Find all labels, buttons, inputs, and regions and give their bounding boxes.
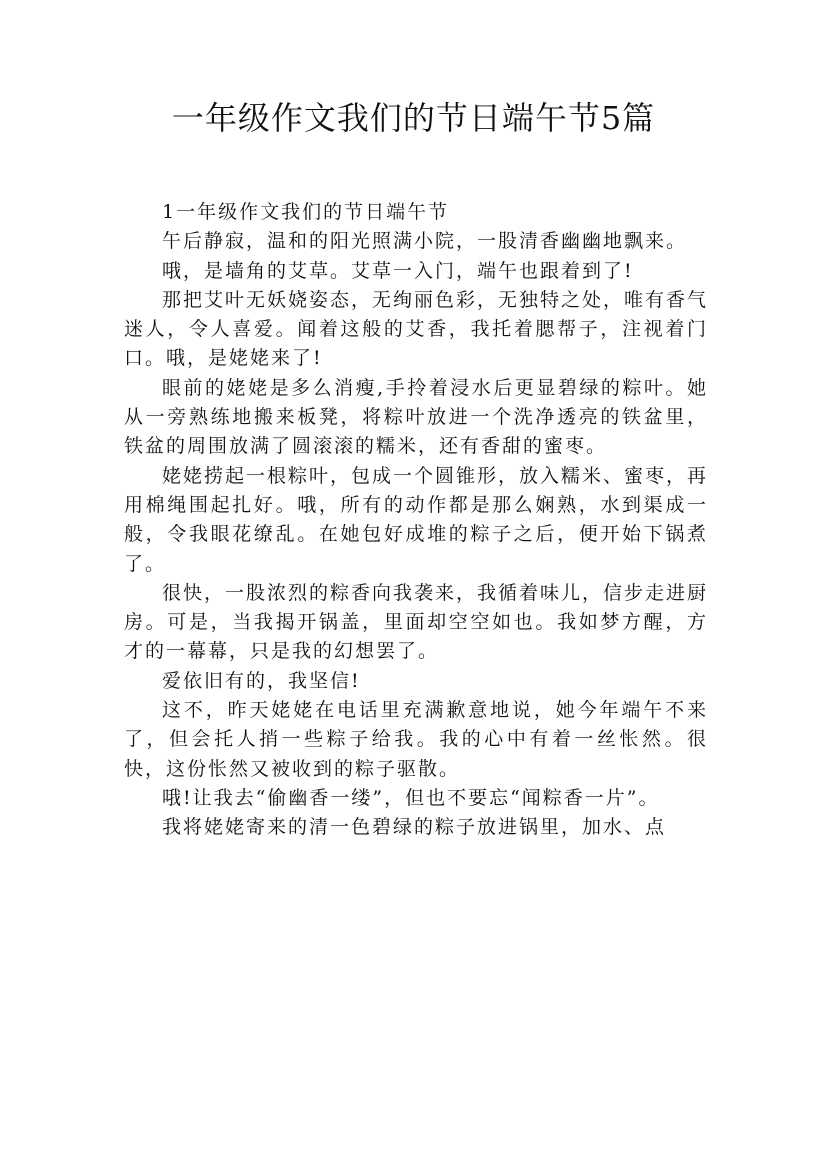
- section-heading: 1一年级作文我们的节日端午节: [162, 201, 450, 223]
- paragraph: 哦!让我去“偷幽香一缕”，但也不要忘“闻粽香一片”。: [162, 786, 660, 809]
- paragraph: 很快，一股浓烈的粽香向我袭来，我循着味儿，信步走进厨房。可是，当我揭开锅盖，里面却空空如也。我如梦方醒，方才的一幕幕，只是我的幻想罢了。: [124, 581, 709, 663]
- paragraph: 我将姥姥寄来的清一色碧绿的粽子放进锅里，加水、点: [162, 816, 667, 839]
- paragraph: 哦，是墙角的艾草。艾草一入门，端午也跟着到了!: [162, 259, 634, 282]
- document-body: [124, 198, 708, 843]
- paragraph: 这不，昨天姥姥在电话里充满歉意地说，她今年端午不来了，但会托人捎一些粽子给我。我的心中有着一丝怅然。很快，这份怅然又被收到的粽子驱散。: [124, 699, 708, 780]
- paragraph: 那把艾叶无妖娆姿态，无绚丽色彩，无独特之处，唯有香气迷人，令人喜爱。闻着这般的艾香，我托着腮帮子，注视着门口。哦，是姥姥来了!: [124, 288, 709, 370]
- paragraph: 爱依旧有的，我坚信!: [162, 669, 361, 692]
- paragraph: 午后静寂，温和的阳光照满小院，一股清香幽幽地飘来。: [162, 230, 688, 253]
- paragraph: 眼前的姥姥是多么消瘦,手拎着浸水后更显碧绿的粽叶。她从一旁熟练地搬来板凳，将粽叶放进一个洗净透亮的铁盆里，铁盆的周围放满了圆滚滚的糯米，还有香甜的蜜枣。: [124, 376, 708, 458]
- document-title: 一年级作文我们的节日端午节5篇: [171, 99, 656, 137]
- paragraph: 姥姥捞起一根粽叶，包成一个圆锥形，放入糯米、蜜枣，再用棉绳围起扎好。哦，所有的动作都是那么娴熟，水到渠成一般，令我眼花缭乱。在她包好成堆的粽子之后，便开始下锅煮了。: [124, 464, 709, 575]
